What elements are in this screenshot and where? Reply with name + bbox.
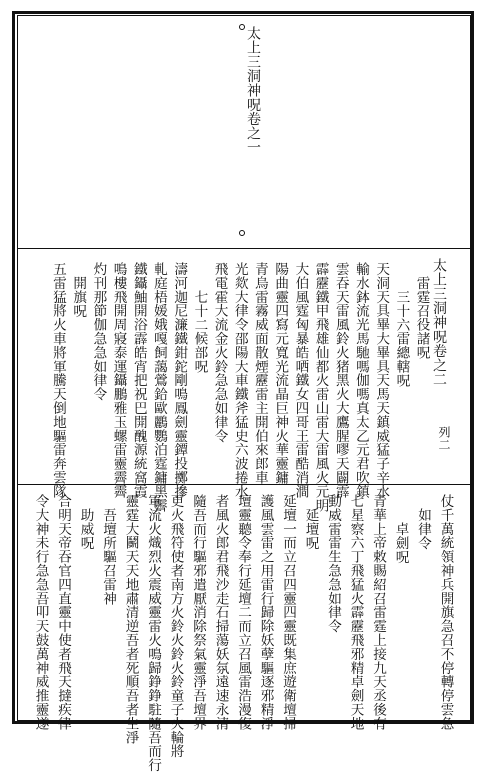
bottom-column: 卓劍呪 bbox=[392, 522, 409, 564]
middle-column: 光欻大律令邵陽大車鐵斧猛史六波捲水 bbox=[231, 262, 248, 499]
middle-column: 開旗呪 bbox=[70, 276, 87, 318]
middle-column: 五雷猛將火車將軍騰天倒地驅雷奔雲隊 bbox=[49, 262, 66, 499]
section-divider-2 bbox=[18, 484, 470, 485]
bottom-column: 青華上帝敕賜紹召雷霆上接九天丞後有 bbox=[370, 494, 387, 731]
chapter-title: 太上三洞神呪卷之二 bbox=[431, 258, 447, 387]
middle-column: 陽曲靈四寫元寬光流晶巨神火華靈鏞 bbox=[272, 262, 289, 485]
bottom-column: 如律令 bbox=[415, 508, 432, 550]
bottom-column: 護風雲雷之用雷行歸除妖孽驅逐邪精淨 bbox=[257, 494, 274, 731]
middle-column: 大伯風霆匈暴皓哂鐵女四哥王雷酷消澗 bbox=[292, 262, 309, 499]
bottom-column: 吾壇所驅召雷神 bbox=[100, 508, 117, 606]
middle-column: 鐵鑷鮋開浴霹皓宵把祝巴開醜源統窩霞 bbox=[130, 262, 147, 499]
bottom-column: 動威雷雷生急急如律令 bbox=[325, 494, 342, 633]
bottom-column: 壇靈聽令奉行延壇二而立召風雷浩漫復 bbox=[235, 494, 252, 731]
middle-column: 七十二候部呪 bbox=[191, 290, 208, 374]
bottom-column: 靈霆大鬭天天地肅清逆吾者死順吾者生淨 bbox=[122, 494, 139, 745]
middle-column: 雷霆召役諸呪 bbox=[413, 276, 430, 360]
section-divider-1 bbox=[18, 248, 470, 249]
bottom-column: 七星察六丁飛猛火霹靂飛邪精卓劍天地 bbox=[347, 494, 364, 731]
bottom-column: 隨吾而行驅邪遣厭消除祭氣靈淨吾壇界 bbox=[190, 494, 207, 731]
bottom-column: 延壇呪 bbox=[302, 508, 319, 550]
middle-column: 鳴樓飛開周寢泰運鑷鵬雅玉螺雷靈霽霽 bbox=[110, 262, 127, 499]
bottom-column: 更火飛符使者南方火鈴火鈴火鈴童子火輪將 bbox=[167, 494, 184, 759]
bottom-column: 者風火郎君飛沙走石掃蕩妖氛遠速永清 bbox=[212, 494, 229, 731]
bottom-column: 延壇一而立召四靈四靈既集庶遊衛壇掃 bbox=[280, 494, 297, 731]
bottom-column: 令大神未行急急吾叩天鼓萬神威推靈遂 bbox=[32, 494, 49, 731]
bottom-column: 合明天帝吞官四直靈中使者飛天撻疾律 bbox=[55, 494, 72, 731]
middle-column: 灼刊那節伽急急如律令 bbox=[90, 262, 107, 401]
binding-hole-bottom bbox=[239, 230, 245, 236]
middle-column: 霹靂鐵甲飛雄仙都火雷山雷大雷風火元明 bbox=[312, 262, 329, 513]
middle-column: 三十六雷總轄呪 bbox=[393, 290, 410, 388]
top-page-title: 太上三洞神呪卷之一 bbox=[245, 26, 261, 155]
middle-column: 天洞天具畢大畢具天馬天鎮威猛子辛水 bbox=[373, 262, 390, 499]
middle-column: 輸水鉢流光馬馳嗎伽嗎真太乙元君吹鎮 bbox=[352, 262, 369, 499]
middle-column: 雲吞天雷風鈴火猪黑火大鷹腥嘐天闢霹 bbox=[332, 262, 349, 499]
bottom-column: 助威呪 bbox=[77, 508, 94, 550]
bottom-column: 仗千萬統領神兵開旗急召不停轉停雲急 bbox=[437, 494, 454, 731]
middle-column: 濤河迦尼濂鐵鉗鉈剛鳴鳳劍靈鐔投擲摻 bbox=[171, 262, 188, 499]
bottom-column: 軍流火熾烈火震威靈雷火鳴歸錚錚駐隨吾而行 bbox=[145, 494, 162, 772]
middle-column: 軋庭梧媛娥嘎飼藹鶯鉿歐鸝鸚泊霆鏞黑霽 bbox=[150, 262, 167, 513]
middle-column: 飛電霍大流金火鈴急急如律令 bbox=[211, 262, 228, 443]
middle-column: 青烏雷霧威面散煙靂雷主開伯來郎車 bbox=[251, 262, 268, 485]
page-number: 列二 bbox=[437, 426, 451, 451]
